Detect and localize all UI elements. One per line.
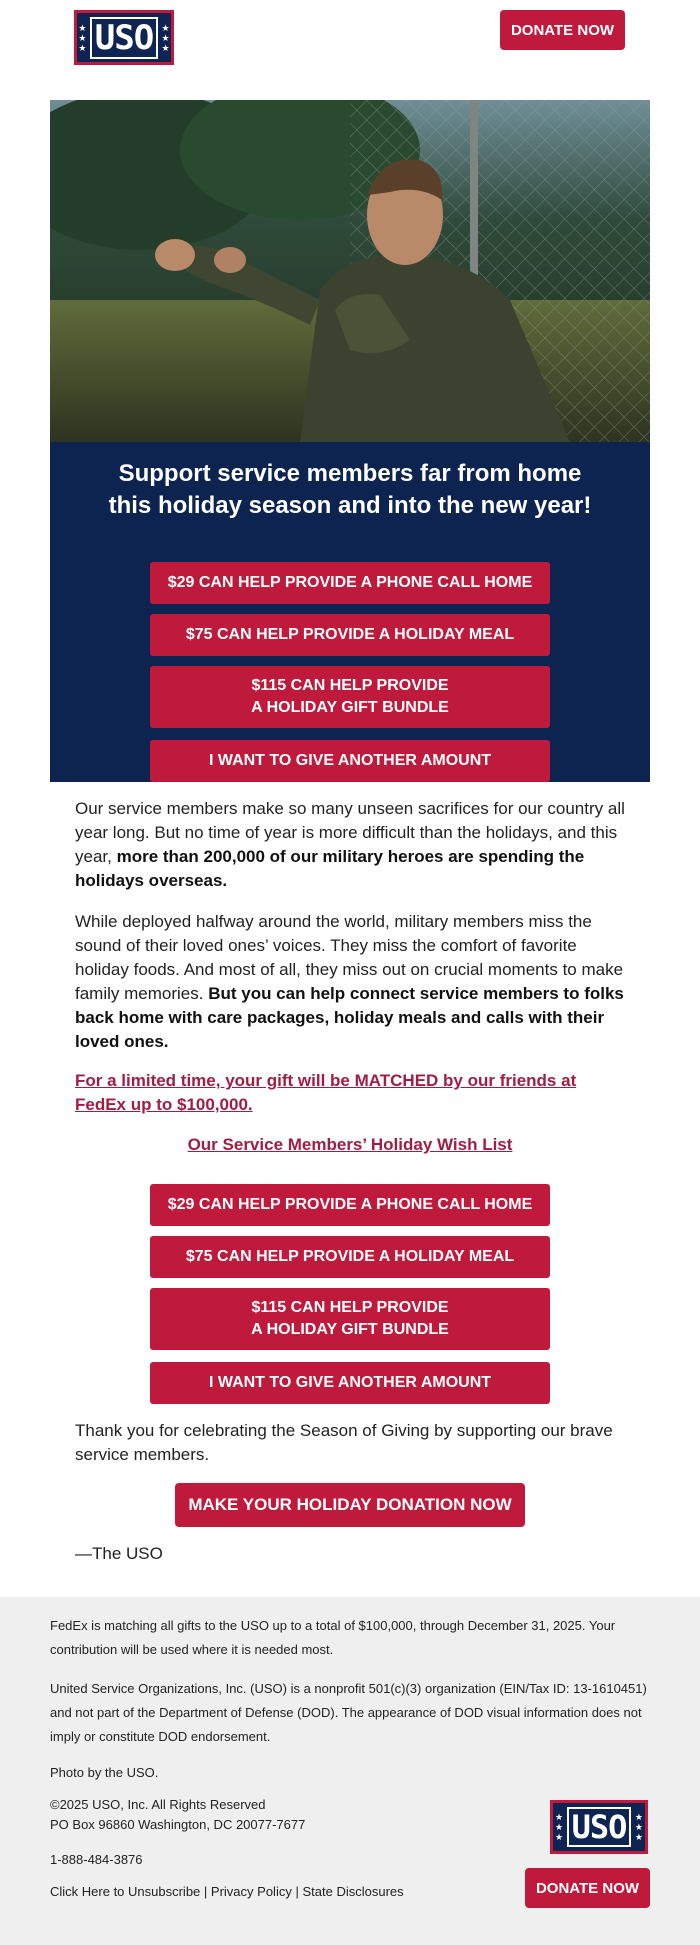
thanks-text: Thank you for celebrating the Season of Giving by supporting our brave service members. [75, 1421, 613, 1464]
button-label: I WANT TO GIVE ANOTHER AMOUNT [208, 1374, 492, 1391]
bold-text: more than 200,000 of our military heroes are spending the holidays overseas. [75, 847, 585, 890]
hero-panel [50, 442, 650, 782]
donate-75-button-2[interactable] [150, 1236, 550, 1278]
privacy-policy-link[interactable]: Privacy Policy [210, 1884, 292, 1899]
text: While deployed halfway around the world, military members miss the sound of their loved ones’ voices. They miss the comfort of favorite holiday foods. And most of all, they miss out on crucial moments to make family memories. [75, 912, 624, 1003]
photo-credit: Photo by the USO. [50, 1765, 159, 1780]
hero-headline [50, 458, 650, 522]
bold-text: But you can help connect service members to folks back home with care packages, holiday meals and calls with their loved ones. [75, 984, 624, 1051]
footer-legal: United Service Organizations, Inc. (USO) is a nonprofit 501(c)(3) organization (EIN/Tax ID: 13-1610451) and not part of the Department of Defense (DOD). The appearance of DOD visual information does not imply or constitute DOD endorsement. [50, 1681, 647, 1744]
footer-donate-now-button[interactable]: DONATE NOW [525, 1868, 650, 1908]
address: PO Box 96860 Washington, DC 20077-7677 [50, 1817, 306, 1832]
hero-image [50, 100, 650, 442]
paragraph-1 [75, 797, 625, 893]
donate-now-button[interactable]: DONATE NOW [500, 10, 625, 50]
stars-icon: ★ ★ ★ [634, 1812, 643, 1842]
button-label: $29 CAN HELP PROVIDE A PHONE CALL HOME [167, 574, 533, 591]
wish-list-link[interactable]: Our Service Members’ Holiday Wish List [187, 1135, 513, 1154]
button-label: I WANT TO GIVE ANOTHER AMOUNT [208, 752, 492, 769]
logo-text: USO [90, 17, 158, 59]
uso-logo[interactable] [74, 10, 174, 65]
stars-icon: ★ ★ ★ [78, 22, 87, 53]
button-label: $115 CAN HELP PROVIDE [251, 1299, 449, 1316]
button-label: A HOLIDAY GIFT BUNDLE [251, 1321, 449, 1338]
logo-text: USO [567, 1807, 632, 1847]
button-label: A HOLIDAY GIFT BUNDLE [251, 699, 449, 716]
fedex-match-link[interactable]: For a limited time, your gift will be MATCHED by our friends at FedEx up to $100,000. [75, 1071, 577, 1114]
paragraph-2 [75, 910, 625, 1054]
unsubscribe-link[interactable]: Click Here to Unsubscribe [50, 1884, 201, 1899]
donate-29-button-2[interactable] [150, 1184, 550, 1226]
button-label: $29 CAN HELP PROVIDE A PHONE CALL HOME [167, 1196, 533, 1213]
headline-line-2: this holiday season and into the new year! [108, 492, 592, 519]
donate-75-button[interactable] [150, 614, 550, 656]
separator: | [203, 1884, 208, 1899]
signoff: —The USO [75, 1544, 163, 1563]
text: Our service members make so many unseen sacrifices for our country all year long. But no time of year is more difficult than the holidays, and this year, [75, 799, 625, 866]
donate-115-button-2[interactable] [150, 1288, 550, 1350]
separator: | [295, 1884, 299, 1899]
donate-other-amount-button[interactable] [150, 740, 550, 782]
button-label: $115 CAN HELP PROVIDE [251, 677, 449, 694]
button-label: $75 CAN HELP PROVIDE A HOLIDAY MEAL [185, 1248, 515, 1265]
copyright: ©2025 USO, Inc. All Rights Reserved [50, 1797, 266, 1812]
phone: 1-888-484-3876 [50, 1852, 143, 1867]
button-label: $75 CAN HELP PROVIDE A HOLIDAY MEAL [185, 626, 515, 643]
stars-icon: ★ ★ ★ [161, 22, 170, 53]
state-disclosures-link[interactable]: State Disclosures [302, 1884, 404, 1899]
donate-115-button[interactable] [150, 666, 550, 728]
make-holiday-donation-button[interactable]: MAKE YOUR HOLIDAY DONATION NOW [175, 1483, 525, 1527]
stars-icon: ★ ★ ★ [555, 1812, 564, 1842]
headline-line-1: Support service members far from home [118, 460, 582, 487]
donate-other-amount-button-2[interactable] [150, 1362, 550, 1404]
footer-match-note: FedEx is matching all gifts to the USO up to a total of $100,000, through December 31, 2025. Your contribution will be used where it is needed most. [50, 1618, 616, 1657]
donate-29-button[interactable] [150, 562, 550, 604]
footer-uso-logo[interactable] [550, 1800, 648, 1854]
